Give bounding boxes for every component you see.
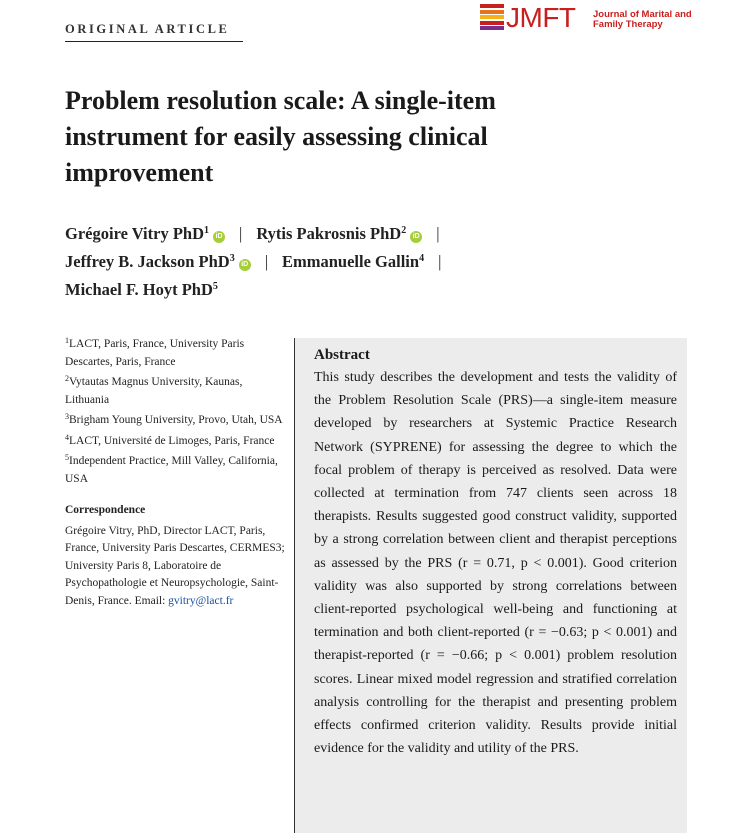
author-name[interactable]: Michael F. Hoyt PhD	[65, 280, 213, 299]
correspondence-text: Grégoire Vitry, PhD, Director LACT, Paris, France, University Paris Descartes, CERMES3; University Paris 8, Laboratoire de Psychopathologie et Neuropsychologie, Saint-Denis, France. Email: gvitry@lact.fr	[65, 524, 285, 607]
orcid-icon[interactable]: iD	[410, 231, 422, 243]
author-list	[65, 220, 665, 304]
orcid-icon[interactable]: iD	[213, 231, 225, 243]
logo-stripes-icon	[480, 4, 504, 34]
affiliation-item: $^4$LACT, Université de Limoges, Paris, France	[65, 432, 275, 447]
author-line-2	[65, 248, 665, 276]
author-separator: |	[264, 252, 268, 271]
author-sup: 3	[229, 253, 235, 264]
author-separator: |	[438, 252, 442, 271]
author-sup: 2	[401, 225, 407, 236]
affiliation-item: $^2$Vytautas Magnus University, Kaunas, Lithuania	[65, 374, 243, 406]
affiliation-item: $^5$Independent Practice, Mill Valley, California, USA	[65, 453, 278, 485]
author-sup: 4	[419, 253, 425, 264]
article-type-underline	[65, 41, 243, 42]
affiliation-item: $^1$LACT, Paris, France, University Paris Descartes, Paris, France	[65, 336, 245, 368]
affiliation-item: $^3$Brigham Young University, Provo, Utah, USA	[65, 412, 283, 426]
affiliations	[65, 336, 285, 613]
author-line-3	[65, 276, 665, 304]
abstract-body: This study describes the development and tests the validity of the Problem Resolution Scale (PRS)—a single-item measure developed by researchers at Systemic Practice Research Network (SYPRENE) for assessing the degree to which the focal problem of therapy is perceived as resolved. Data were collected at termination from 747 clients seen across 18 therapists. Results suggested good construct validity, supported by a strong correlation between client and therapist perceptions as assessed by the PRS (r = 0.71, p < 0.001). Good criterion validity was also supported by strong correlations between client-reported psychological well-being and functioning at termination and both client-reported (r = −0.63; p < 0.001) and therapist-reported (r = −0.66; p < 0.001) problem resolution scores. Linear mixed model regression and stratified correlation analysis controlling for the therapist and presenting problem effects confirmed criterion validity. Results provide initial evidence for the validity and utility of the PRS.	[314, 370, 677, 757]
correspondence-heading: Correspondence	[65, 504, 146, 516]
orcid-icon[interactable]: iD	[239, 259, 251, 271]
author-sup: 5	[212, 281, 218, 292]
author-name[interactable]: Grégoire Vitry PhD	[65, 224, 204, 243]
author-name[interactable]: Rytis Pakrosnis PhD	[256, 224, 402, 243]
author-name[interactable]: Jeffrey B. Jackson PhD	[65, 252, 230, 271]
article-type-label: ORIGINAL ARTICLE	[65, 22, 230, 36]
author-name[interactable]: Emmanuelle Gallin	[282, 252, 420, 271]
email-link[interactable]: gvitry@lact.fr	[168, 594, 234, 607]
abstract-heading: Abstract	[314, 347, 370, 363]
author-separator: |	[239, 224, 243, 243]
author-line-1	[65, 220, 665, 248]
journal-abbr: JMFT	[506, 2, 576, 33]
article-title: Problem resolution scale: A single-item instrument for easily assessing clinical improvement	[65, 86, 496, 187]
abstract-box	[294, 338, 687, 833]
author-sup: 1	[204, 225, 209, 236]
journal-name: Journal of Marital and Family Therapy	[593, 9, 692, 30]
author-separator: |	[436, 224, 440, 243]
